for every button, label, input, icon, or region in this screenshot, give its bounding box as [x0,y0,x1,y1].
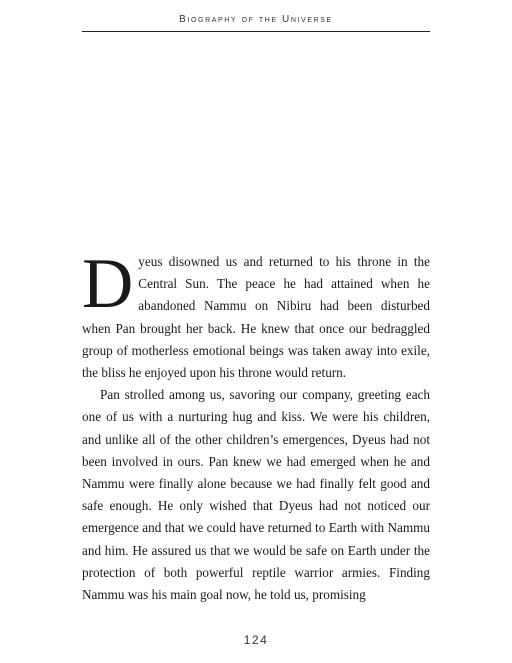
body-text [82,245,430,606]
header-rule [82,31,430,32]
running-head: Biography of the Universe [179,14,333,25]
paragraph-1 [82,245,430,384]
page-number: 124 [243,633,269,647]
paragraph-1-text: yeus disowned us and returned to his throne in the Central Sun. The peace he had attained when he abandoned Nammu on Nibiru had been disturbed when Pan brought her back. He knew that once our bedraggled group of motherless emotional beings was taken away into exile, the bliss he enjoyed upon his throne would return. [82,254,430,381]
paragraph-2: Pan strolled among us, savoring our company, greeting each one of us with a nurturing hug and kiss. We were his children, and unlike all of the other children’s emergences, Dyeus had not been involved in ours. Pan knew we had emerged when he and Nammu were finally alone because we had finally felt good and safe enough. He only wished that Dyeus had not noticed our emergence and that we could have returned to Earth with Nammu and him. He assured us that we would be safe on Earth under the protection of both powerful reptile warrior armies. Finding Nammu was his main goal now, he told us, promising [82,387,430,603]
drop-cap: D [82,245,134,323]
